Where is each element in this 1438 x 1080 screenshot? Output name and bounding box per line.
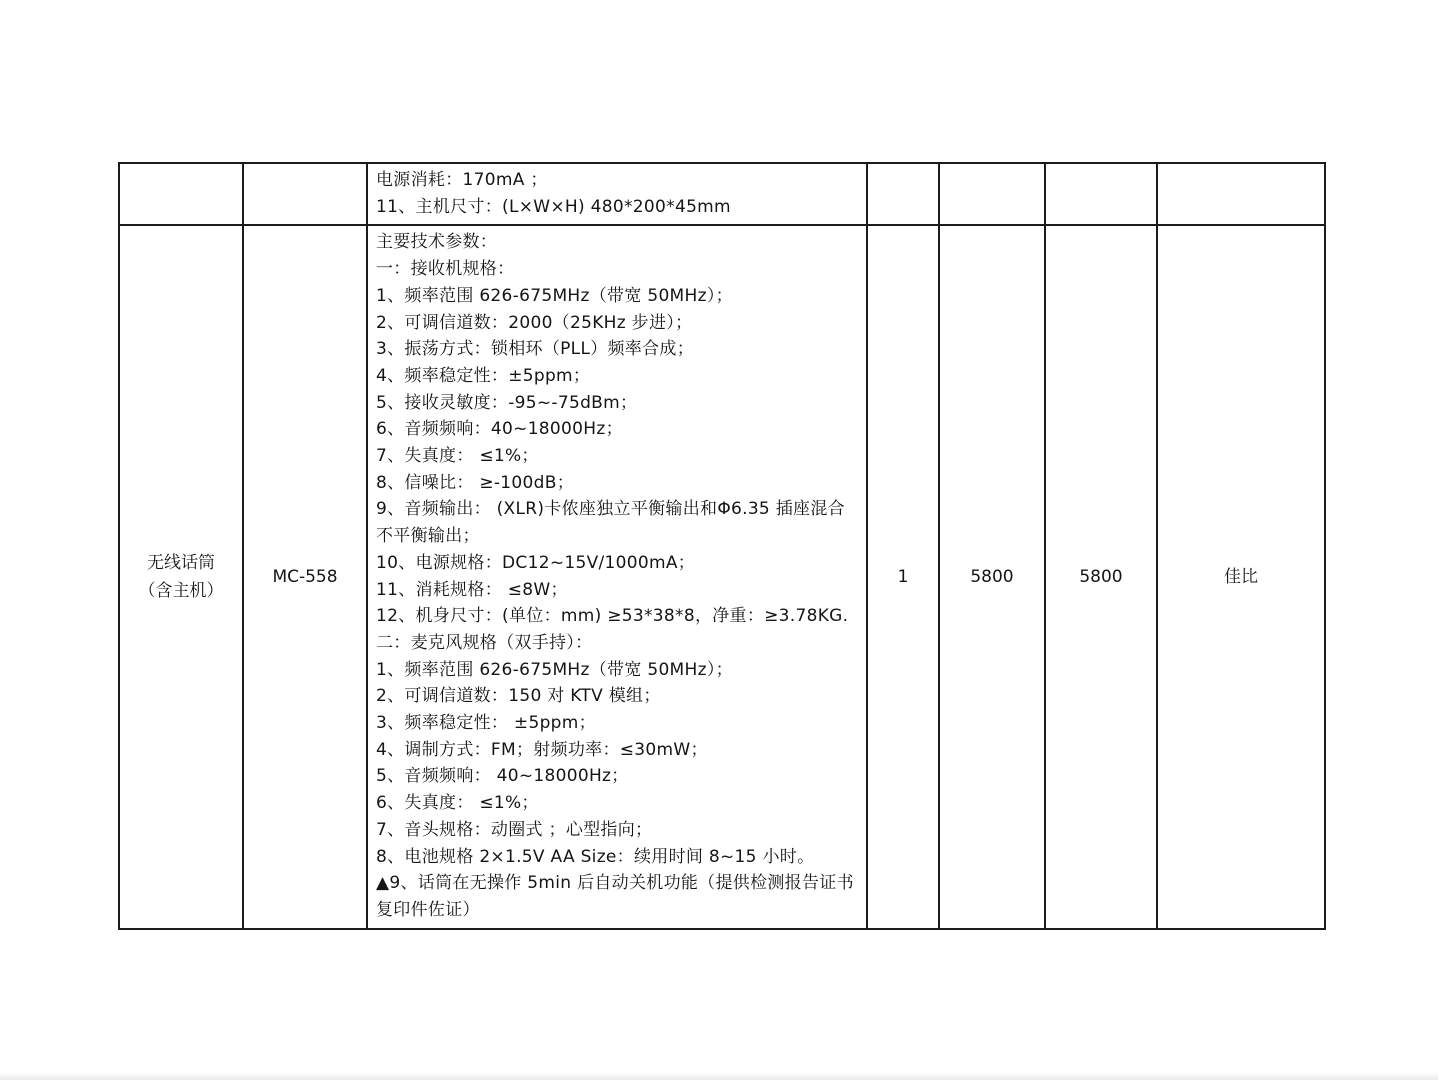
spec-line: 主要技术参数： [376, 232, 498, 253]
item-brand-cell: 佳比 [1157, 225, 1325, 928]
table-row-item [119, 225, 1325, 928]
total-price-cell-empty [1045, 163, 1157, 225]
spec-line: 7、音头规格：动圈式 ；心型指向； [376, 819, 653, 840]
spec-line: 9、音频输出： (XLR)卡侬座独立平衡输出和Φ6.35 插座混合不平衡输出； [376, 499, 845, 547]
spec-line: 二：麦克风规格（双手持）： [376, 632, 593, 653]
model-cell-empty [243, 163, 367, 225]
brand-cell-empty [1157, 163, 1325, 225]
item-quantity-cell: 1 [867, 225, 939, 928]
spec-line: 1、频率范围 626-675MHz（带宽 50MHz）； [376, 659, 733, 680]
item-name-line: （含主机） [138, 581, 224, 602]
unit-price-cell-empty [939, 163, 1045, 225]
spec-line: 一：接收机规格： [376, 259, 515, 280]
spec-line: 10、电源规格：DC12~15V/1000mA； [376, 552, 696, 573]
spec-line: 11、消耗规格： ≤8W； [376, 579, 568, 600]
name-cell-empty [119, 163, 243, 225]
item-model-cell: MC-558 [243, 225, 367, 928]
spec-line: 2、可调信道数：150 对 KTV 模组； [376, 686, 661, 707]
spec-line: 8、电池规格 2×1.5V AA Size：续用时间 8~15 小时。 [376, 846, 815, 867]
spec-line: 4、频率稳定性：±5ppm； [376, 365, 591, 386]
table-row-previous [119, 163, 1325, 225]
spec-line: 2、可调信道数：2000（25KHz 步进）； [376, 312, 693, 333]
spec-line: 3、频率稳定性： ±5ppm； [376, 713, 596, 734]
spec-table [118, 162, 1326, 930]
spec-line: 7、失真度： ≤1%； [376, 446, 539, 467]
spec-cell-previous [367, 163, 867, 225]
item-spec-cell [367, 225, 867, 928]
spec-line: 12、机身尺寸：(单位：mm) ≥53*38*8，净重：≥3.78KG. [376, 606, 849, 627]
page-edge-shadow [0, 1072, 1438, 1080]
spec-line: 5、音频频响： 40~18000Hz； [376, 766, 629, 787]
quantity-cell-empty [867, 163, 939, 225]
spec-line: 3、振荡方式：锁相环（PLL）频率合成； [376, 339, 695, 360]
spec-line: 11、主机尺寸：(L×W×H) 480*200*45mm [376, 196, 731, 217]
spec-line: 8、信噪比： ≥-100dB； [376, 472, 574, 493]
spec-line: ▲9、话筒在无操作 5min 后自动关机功能（提供检测报告证书复印件佐证） [376, 873, 854, 920]
spec-line: 6、音频频响：40~18000Hz； [376, 419, 623, 440]
spec-line: 6、失真度： ≤1%； [376, 793, 539, 814]
item-name-line: 无线话筒 [147, 553, 215, 574]
spec-line: 5、接收灵敏度：-95~-75dBm； [376, 392, 638, 413]
item-name-cell [119, 225, 243, 928]
spec-line: 电源消耗：170mA ； [376, 170, 548, 190]
item-unit-price-cell: 5800 [939, 225, 1045, 928]
spec-line: 1、频率范围 626-675MHz（带宽 50MHz）； [376, 285, 733, 306]
item-total-price-cell: 5800 [1045, 225, 1157, 928]
spec-line: 4、调制方式：FM；射频功率：≤30mW； [376, 739, 708, 760]
